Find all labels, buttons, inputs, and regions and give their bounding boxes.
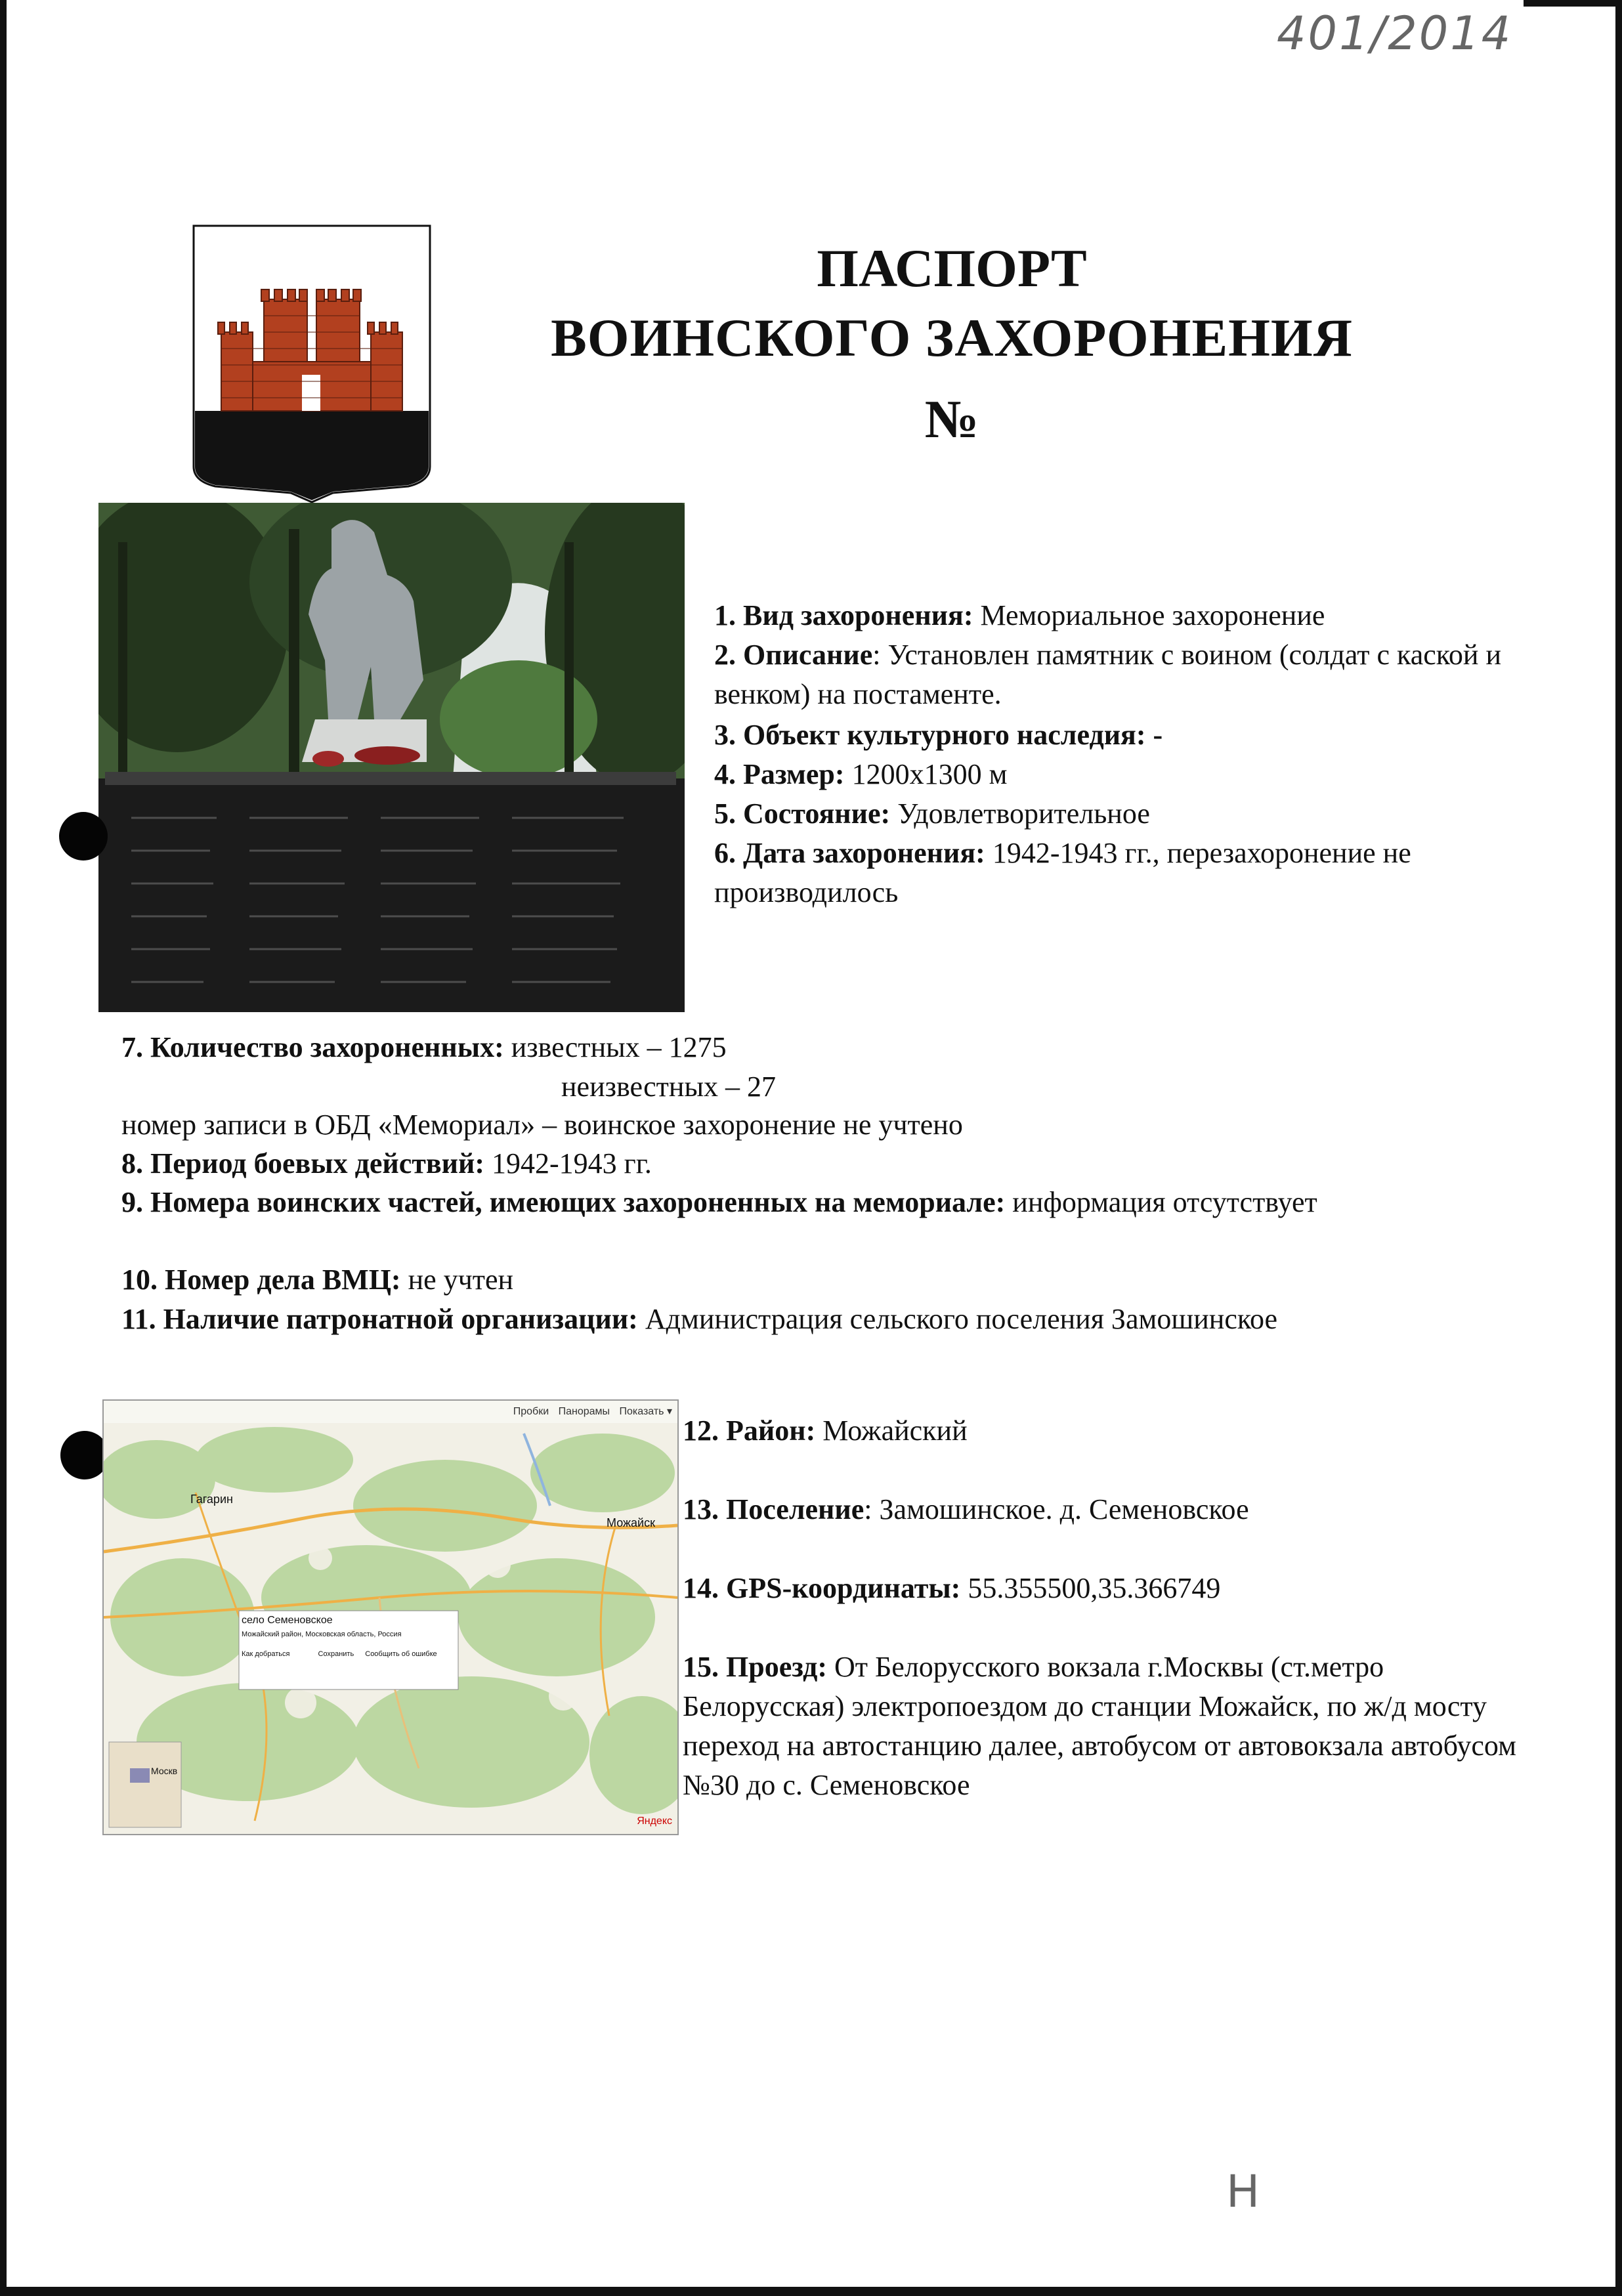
map-provider-logo: Яндекс: [637, 1816, 672, 1827]
scan-edge-left: [0, 0, 7, 2296]
map-popup-subtitle: Можайский район, Московская область, Россия: [242, 1630, 402, 1638]
document-title-line2: ВОИНСКОГО ЗАХОРОНЕНИЯ: [551, 308, 1353, 368]
map-show-dropdown[interactable]: Показать ▾: [619, 1406, 672, 1417]
coat-of-arms-emblem: [192, 224, 432, 503]
map-town-label-moscow: Москв: [151, 1766, 178, 1776]
item-settlement: 13. Поселение: Замошинское. д. Семеновское: [683, 1493, 1249, 1525]
memorial-photo: [98, 503, 685, 1012]
map-route-link[interactable]: Как добраться: [242, 1650, 290, 1658]
map-toolbar: [513, 1405, 672, 1418]
map-town-label-gagarin: Гагарин: [190, 1493, 233, 1506]
location-map: [102, 1399, 679, 1835]
document-number-sign: №: [924, 389, 979, 449]
item-unknown-count: неизвестных – 27: [561, 1071, 777, 1103]
item-condition: 5. Состояние: Удовлетворительное: [714, 797, 1150, 830]
binder-punch-hole-upper: [59, 812, 108, 861]
item-district: 12. Район: Можайский: [683, 1414, 968, 1447]
item-buried-count: 7. Количество захороненных: известных – 1275: [121, 1031, 727, 1063]
handwritten-registry-number: 401/2014: [1277, 7, 1513, 60]
item-directions: 15. Проезд: От Белорусского вокзала г.Москвы (ст.метро Белорусская) электропоездом до станции Можайск, по ж/д мосту переход на автостанцию далее, автобусом от автовокзала автобусом №30 до с. Семеновское: [683, 1651, 1516, 1801]
binder-punch-hole-lower: [60, 1431, 109, 1479]
item-patron-organization: 11. Наличие патронатной организации: Администрация сельского поселения Замошинское: [121, 1303, 1278, 1335]
map-panorama-button[interactable]: Панорамы: [558, 1406, 610, 1417]
item-vmc-case-number: 10. Номер дела ВМЦ: не учтен: [121, 1264, 514, 1296]
scan-edge-bottom: [0, 2287, 1622, 2296]
item-gps-coordinates: 14. GPS-координаты: 55.355500,35.366749: [683, 1572, 1221, 1604]
scan-edge-top: [1524, 0, 1622, 7]
map-popup-title: село Семеновское: [242, 1615, 333, 1626]
item-description: 2. Описание: Установлен памятник с воином (солдат с каской и венком) на постаменте.: [714, 639, 1501, 710]
map-save-link[interactable]: Сохранить: [318, 1650, 354, 1658]
item-cultural-heritage: 3. Объект культурного наследия: -: [714, 719, 1163, 751]
item-size: 4. Размер: 1200x1300 м: [714, 758, 1008, 790]
map-location-popup: [242, 1615, 456, 1658]
map-report-error-link[interactable]: Сообщить об ошибке: [365, 1650, 437, 1658]
item-combat-period: 8. Период боевых действий: 1942-1943 гг.: [121, 1147, 652, 1180]
item-burial-type: 1. Вид захоронения: Мемориальное захоронение: [714, 599, 1325, 631]
scan-edge-right: [1615, 0, 1622, 2296]
map-traffic-button[interactable]: Пробки: [513, 1406, 549, 1417]
item-obd-record: номер записи в ОБД «Мемориал» – воинское захоронение не учтено: [121, 1109, 963, 1141]
item-military-units: 9. Номера воинских частей, имеющих захороненных на мемориале: информация отсутствует: [121, 1186, 1317, 1218]
handwritten-mark: Н: [1226, 2166, 1260, 2218]
item-burial-date: 6. Дата захоронения: 1942-1943 гг., перезахоронение не производилось: [714, 837, 1411, 908]
document-title-line1: ПАСПОРТ: [817, 238, 1087, 298]
map-town-label-mozhaysk: Можайск: [607, 1516, 655, 1529]
